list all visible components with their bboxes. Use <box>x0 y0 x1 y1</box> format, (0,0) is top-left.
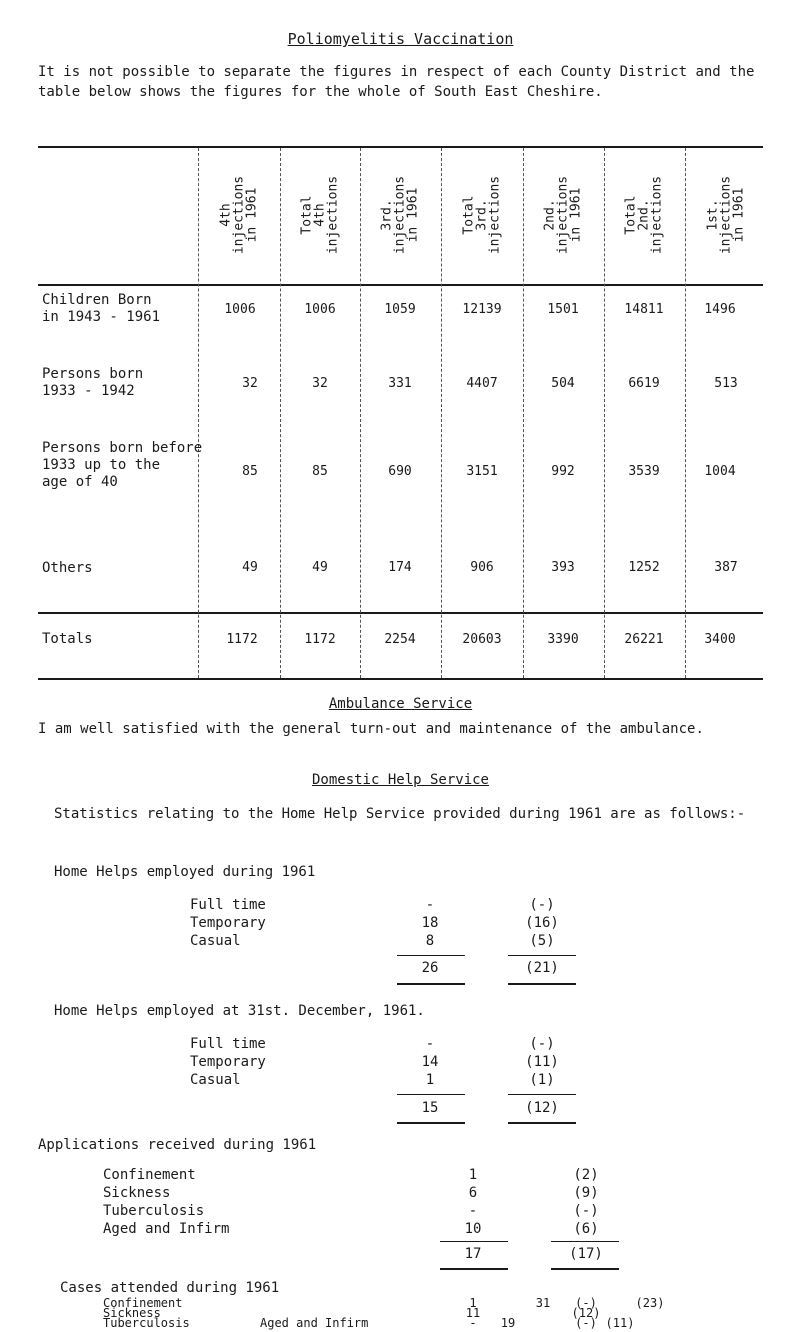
domestic-heading: Domestic Help Service <box>311 772 489 788</box>
item-value: 10 <box>464 1221 482 1237</box>
item-prev: (-) <box>529 1036 555 1052</box>
col-divider <box>441 148 442 678</box>
table-cell: 1006 <box>304 302 336 317</box>
table-cell: 906 <box>470 560 494 575</box>
item-value: 18 <box>421 915 439 931</box>
group-total-prev: (12) <box>525 1100 559 1116</box>
domestic-intro: Statistics relating to the Home Help Service provided during 1961 are as follows:- <box>54 806 746 822</box>
item-label: Aged and Infirm <box>103 1221 230 1237</box>
item-prev: (11) <box>605 1316 635 1330</box>
item-value: 14 <box>421 1054 439 1070</box>
table-cell: 3390 <box>547 632 579 647</box>
group-title: Home Helps employed during 1961 <box>54 864 316 880</box>
item-label: Confinement <box>103 1167 196 1183</box>
col-divider <box>360 148 361 678</box>
column-header: Total 3rd. injections <box>461 175 503 255</box>
col-divider <box>685 148 686 678</box>
item-prev: (12) <box>571 1306 601 1320</box>
table-cell: 26221 <box>624 632 664 647</box>
item-label: Temporary <box>190 915 266 931</box>
item-prev: (1) <box>529 1072 555 1088</box>
group-total: 15 <box>421 1100 439 1116</box>
table-totals-rule <box>38 612 763 614</box>
table-cell: 3151 <box>466 464 498 479</box>
total-rule <box>440 1268 508 1273</box>
row-label: Persons born 1933 - 1942 <box>42 366 144 399</box>
row-label: Children Born in 1943 - 1961 <box>42 292 161 325</box>
table-cell: 32 <box>312 376 328 391</box>
table-cell: 4407 <box>466 376 498 391</box>
group-total-prev: (17) <box>569 1246 603 1262</box>
item-label: Casual <box>190 933 241 949</box>
table-cell: 174 <box>388 560 412 575</box>
item-value: 19 <box>500 1316 516 1330</box>
item-value: - <box>425 1036 435 1052</box>
item-label: Sickness <box>103 1306 161 1320</box>
item-value: - <box>469 1316 477 1330</box>
item-label: Full time <box>190 897 266 913</box>
table-cell: 690 <box>388 464 412 479</box>
row-label-totals: Totals <box>42 631 93 647</box>
item-label: Full time <box>190 1036 266 1052</box>
item-value: 6 <box>468 1185 478 1201</box>
table-top-rule <box>38 146 763 148</box>
item-value: 1 <box>469 1296 477 1310</box>
table-cell: 387 <box>714 560 738 575</box>
table-cell: 12139 <box>462 302 502 317</box>
item-value: 1 <box>468 1167 478 1183</box>
ambulance-text: I am well satisfied with the general turn-out and maintenance of the ambulance. <box>38 721 704 737</box>
table-cell: 3400 <box>704 632 736 647</box>
column-header: 1st. injections in 1961 <box>705 175 747 255</box>
subtotal-rule <box>508 955 576 956</box>
table-cell: 1059 <box>384 302 416 317</box>
table-bottom-rule <box>38 678 763 680</box>
table-cell: 20603 <box>462 632 502 647</box>
table-cell: 14811 <box>624 302 664 317</box>
item-prev: (-) <box>529 897 555 913</box>
col-divider <box>604 148 605 678</box>
subtotal-rule <box>397 1094 465 1095</box>
table-cell: 3539 <box>628 464 660 479</box>
intro-paragraph: It is not possible to separate the figures in respect of each County District and the table below shows the figures for the whole of South East Cheshire. <box>38 64 755 100</box>
group-total-prev: (21) <box>525 960 559 976</box>
item-prev: (9) <box>573 1185 599 1201</box>
total-rule <box>551 1268 619 1273</box>
item-prev: (-) <box>575 1316 597 1330</box>
total-rule <box>397 1122 465 1127</box>
table-cell: 6619 <box>628 376 660 391</box>
subtotal-rule <box>440 1241 508 1242</box>
table-cell: 1172 <box>226 632 258 647</box>
subtotal-rule <box>551 1241 619 1242</box>
item-prev: (11) <box>525 1054 559 1070</box>
table-cell: 1496 <box>704 302 736 317</box>
col-divider <box>198 148 199 678</box>
table-cell: 504 <box>551 376 575 391</box>
item-value: 11 <box>465 1306 481 1320</box>
total-rule <box>508 1122 576 1127</box>
table-cell: 1252 <box>628 560 660 575</box>
group-title: Home Helps employed at 31st. December, 1961. <box>54 1003 425 1019</box>
column-header: Total 4th injections <box>299 175 341 255</box>
item-label: Tuberculosis <box>103 1316 190 1330</box>
row-label: Others <box>42 560 93 576</box>
table-cell: 1501 <box>547 302 579 317</box>
item-label: Tuberculosis <box>103 1203 205 1219</box>
table-cell: 2254 <box>384 632 416 647</box>
item-value: - <box>425 897 435 913</box>
item-value: 1 <box>425 1072 435 1088</box>
item-label: Aged and Infirm <box>260 1316 369 1330</box>
item-prev: (2) <box>573 1167 599 1183</box>
table-cell: 49 <box>312 560 328 575</box>
table-header-rule <box>38 284 763 286</box>
table-cell: 331 <box>388 376 412 391</box>
table-cell: 513 <box>714 376 738 391</box>
group-title: Applications received during 1961 <box>38 1137 317 1153</box>
group-total: 26 <box>421 960 439 976</box>
item-value: - <box>468 1203 478 1219</box>
vaccination-table <box>38 142 801 684</box>
item-prev: (-) <box>573 1203 599 1219</box>
group-total: 17 <box>464 1246 482 1262</box>
column-header: 3rd. injections in 1961 <box>379 175 421 255</box>
total-rule <box>508 983 576 988</box>
item-prev: (5) <box>529 933 555 949</box>
column-header: 2nd. injections in 1961 <box>542 175 584 255</box>
page-title: Poliomyelitis Vaccination <box>287 30 514 48</box>
item-value: 8 <box>425 933 435 949</box>
col-divider <box>280 148 281 678</box>
row-label: Persons born before 1933 up to the age of 40 <box>42 440 203 490</box>
item-prev: (-) <box>575 1296 597 1310</box>
group-title: Cases attended during 1961 <box>60 1280 280 1296</box>
column-header: 4th injections in 1961 <box>218 175 260 255</box>
table-cell: 1004 <box>704 464 736 479</box>
table-cell: 1172 <box>304 632 336 647</box>
table-cell: 393 <box>551 560 575 575</box>
group-total-prev: (23) <box>635 1296 665 1310</box>
table-cell: 85 <box>242 464 258 479</box>
table-cell: 85 <box>312 464 328 479</box>
group-total: 31 <box>535 1296 551 1310</box>
table-cell: 32 <box>242 376 258 391</box>
column-header: Total 2nd. injections <box>623 175 665 255</box>
subtotal-rule <box>508 1094 576 1095</box>
ambulance-heading: Ambulance Service <box>328 696 473 712</box>
table-cell: 992 <box>551 464 575 479</box>
item-prev: (6) <box>573 1221 599 1237</box>
item-label: Confinement <box>103 1296 183 1310</box>
item-label: Temporary <box>190 1054 266 1070</box>
item-label: Casual <box>190 1072 241 1088</box>
item-label: Sickness <box>103 1185 171 1201</box>
item-prev: (16) <box>525 915 559 931</box>
subtotal-rule <box>397 955 465 956</box>
table-cell: 1006 <box>224 302 256 317</box>
total-rule <box>397 983 465 988</box>
table-cell: 49 <box>242 560 258 575</box>
col-divider <box>523 148 524 678</box>
